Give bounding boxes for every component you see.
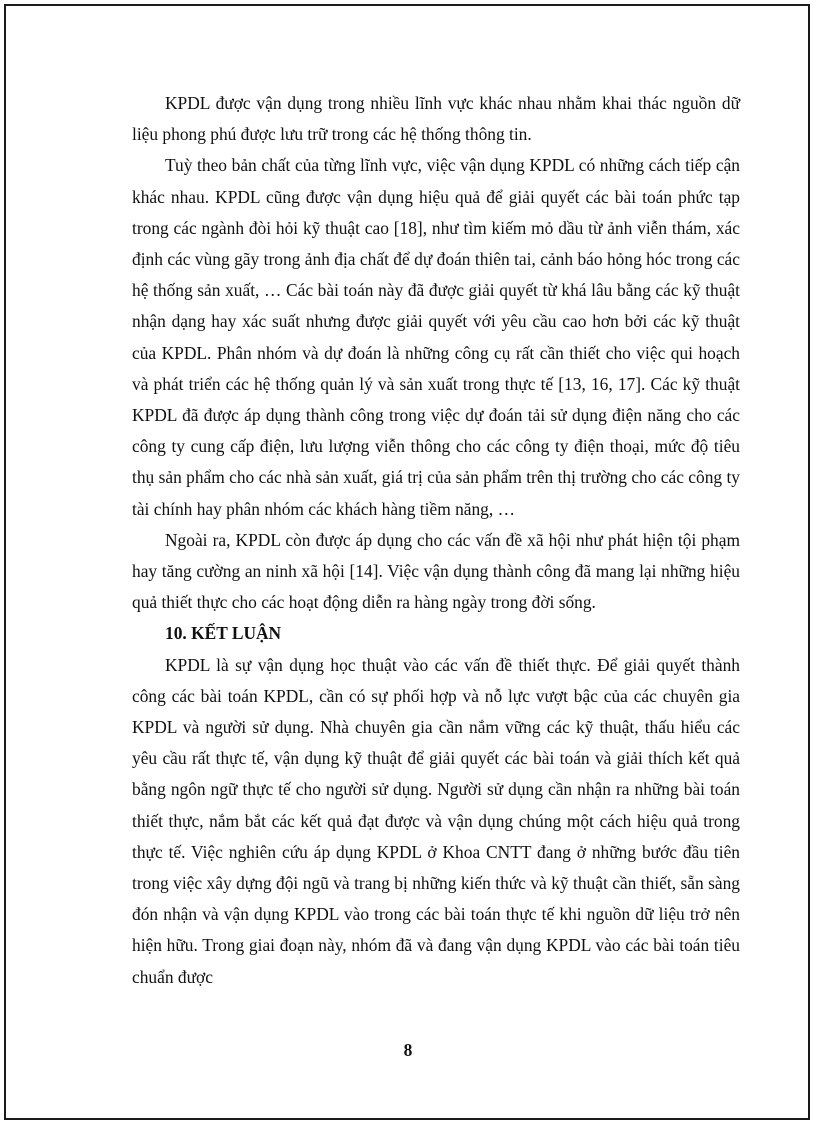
- page-number: 8: [403, 1040, 413, 1060]
- document-body: [132, 88, 740, 993]
- paragraph-applications-detail: Tuỳ theo bản chất của từng lĩnh vực, việc vận dụng KPDL có những cách tiếp cận khác nhau. KPDL cũng được vận dụng hiệu quả để giải quyết các bài toán phức tạp trong các ngành đòi hỏi kỹ thuật cao [18], như tìm kiếm mỏ dầu từ ảnh viễn thám, xác định các vùng gãy trong ảnh địa chất để dự đoán thiên tai, cảnh báo hỏng hóc trong các hệ thống sản xuất, … Các bài toán này đã được giải quyết từ khá lâu bằng các kỹ thuật nhận dạng hay xác suất nhưng được giải quyết với yêu cầu cao hơn bởi các kỹ thuật của KPDL. Phân nhóm và dự đoán là những công cụ rất cần thiết cho việc qui hoạch và phát triển các hệ thống quản lý và sản xuất trong thực tế [13, 16, 17]. Các kỹ thuật KPDL đã được áp dụng thành công trong việc dự đoán tải sử dụng điện năng cho các công ty cung cấp điện, lưu lượng viễn thông cho các công ty điện thoại, mức độ tiêu thụ sản phẩm cho các nhà sản xuất, giá trị của sản phẩm trên thị trường cho các công ty tài chính hay phân nhóm các khách hàng tiềm năng, …: [132, 155, 740, 519]
- section-heading-conclusion: 10. KẾT LUẬN: [165, 623, 282, 644]
- paragraph-social-applications: Ngoài ra, KPDL còn được áp dụng cho các vấn đề xã hội như phát hiện tội phạm hay tăng cường an ninh xã hội [14]. Việc vận dụng thành công đã mang lại những hiệu quả thiết thực cho các hoạt động diễn ra hàng ngày trong đời sống.: [132, 529, 740, 613]
- paragraph-applications-intro: KPDL được vận dụng trong nhiều lĩnh vực khác nhau nhằm khai thác nguồn dữ liệu phong phú được lưu trữ trong các hệ thống thông tin.: [132, 93, 740, 145]
- paragraph-conclusion: KPDL là sự vận dụng học thuật vào các vấn đề thiết thực. Để giải quyết thành công các bài toán KPDL, cần có sự phối hợp và nỗ lực vượt bậc của các chuyên gia KPDL và người sử dụng. Nhà chuyên gia cần nắm vững các kỹ thuật, thấu hiểu các yêu cầu rất thực tế, vận dụng kỹ thuật để giải quyết các bài toán và giải thích kết quả bằng ngôn ngữ thực tế cho người sử dụng. Người sử dụng cần nhận ra những bài toán thiết thực, nắm bắt các kết quả đạt được và vận dụng chúng một cách hiệu quả trong thực tế. Việc nghiên cứu áp dụng KPDL ở Khoa CNTT đang ở những bước đầu tiên trong việc xây dựng đội ngũ và trang bị những kiến thức và kỹ thuật cần thiết, sẵn sàng đón nhận và vận dụng KPDL vào trong các bài toán thực tế khi nguồn dữ liệu trở nên hiện hữu. Trong giai đoạn này, nhóm đã và đang vận dụng KPDL vào các bài toán tiêu chuẩn được: [132, 654, 740, 987]
